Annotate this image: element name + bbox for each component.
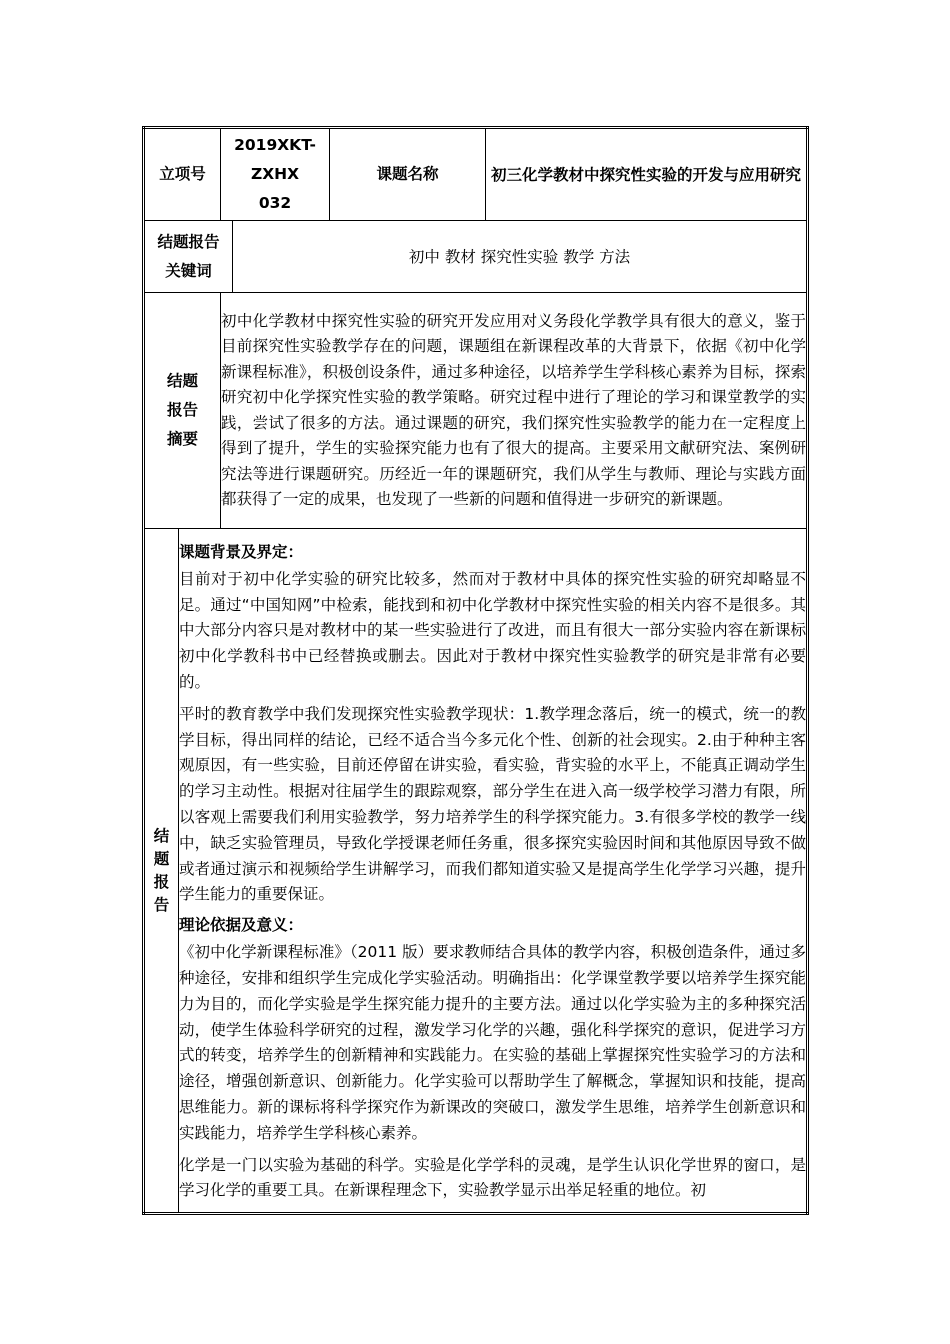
- section-theory-title: 理论依据及意义：: [179, 916, 304, 935]
- topic-name-label: 课题名称: [330, 128, 486, 221]
- abstract-text: 初中化学教材中探究性实验的研究开发应用对义务段化学教学具有很大的意义，鉴于目前探究性实验教学存在的问题，课题组在新课程改革的大背景下，依据《初中化学新课程标准》，积极创设条件，通过多种途径，以培养学生学科核心素养为目标，探索研究初中化学探究性实验的教学策略。研究过程中进行了理论的学习和课堂教学的实践，尝试了很多的方法。通过课题的研究，我们探究性实验教学的能力在一定程度上得到了提升，学生的实验探究能力也有了很大的提高。主要采用文献研究法、案例研究法等进行课题研究。历经近一年的课题研究，我们从学生与教师、理论与实践方面都获得了一定的成果，也发现了一些新的问题和值得进一步研究的新课题。: [221, 293, 808, 529]
- section-theory-para-1: 《初中化学新课程标准》（2011 版）要求教师结合具体的教学内容，积极创造条件，通过多种途径，安排和组织学生完成化学实验活动。明确指出：化学课堂教学要以培养学生探究能力为目的，而化学实验是学生探究能力提升的主要方法。通过以化学实验为主的多种探究活动，使学生体验科学研究的过程，激发学习化学的兴趣，强化科学探究的意识，促进学习方式的转变，培养学生的创新精神和实践能力。在实验的基础上掌握探究性实验学习的方法和途径，增强创新意识、创新能力。化学实验可以帮助学生了解概念，掌握知识和技能，提高思维能力。新的课标将科学探究作为新课改的突破口，激发学生思维，培养学生创新意识和实践能力，培养学生学科核心素养。: [179, 943, 807, 1142]
- section-background-title: 课题背景及界定：: [179, 542, 304, 561]
- section-background-para-1: 目前对于初中化学实验的研究比较多，然而对于教材中具体的探究性实验的研究却略显不足。通过“中国知网”中检索，能找到和初中化学教材中探究性实验的相关内容不是很多。其中大部分内容只是对教材中的某一些实验进行了改进，而且有很大一部分实验内容在新课标初中化学教科书中已经替换或删去。因此对于教材中探究性实验教学的研究是非常有必要的。: [179, 569, 807, 692]
- keywords-value: 初中 教材 探究性实验 教学 方法: [233, 221, 808, 293]
- report-label: 结 题 报 告: [144, 529, 179, 1214]
- project-no-label: 立项号: [144, 128, 221, 221]
- keywords-label: 结题报告 关键词: [144, 221, 233, 293]
- section-theory-para-2: 化学是一门以实验为基础的科学。实验是化学学科的灵魂，是学生认识化学世界的窗口，是学习化学的重要工具。在新课程理念下，实验教学显示出举足轻重的地位。初: [179, 1155, 807, 1200]
- project-no-value: 2019XKT- ZXHX 032: [221, 128, 330, 221]
- topic-name-value: 初三化学教材中探究性实验的开发与应用研究: [486, 128, 808, 221]
- report-body: [179, 529, 808, 1214]
- report-form-table: [142, 126, 809, 1215]
- section-background-para-2: 平时的教育教学中我们发现探究性实验教学现状：1.教学理念落后，统一的模式，统一的教学目标，得出同样的结论，已经不适合当今多元化个性、创新的社会现实。2.由于种种主客观原因，有一些实验，目前还停留在讲实验，看实验，背实验的水平上，不能真正调动学生的学习主动性。根据对往届学生的跟踪观察，部分学生在进入高一级学校学习潜力有限，所以客观上需要我们利用实验教学，努力培养学生的科学探究能力。3.有很多学校的教学一线中，缺乏实验管理员，导致化学授课老师任务重，很多探究实验因时间和其他原因导致不做或者通过演示和视频给学生讲解学习，而我们都知道实验又是提高学生化学学习兴趣，提升学生能力的重要保证。: [179, 704, 807, 904]
- abstract-label: 结题 报告 摘要: [144, 293, 221, 529]
